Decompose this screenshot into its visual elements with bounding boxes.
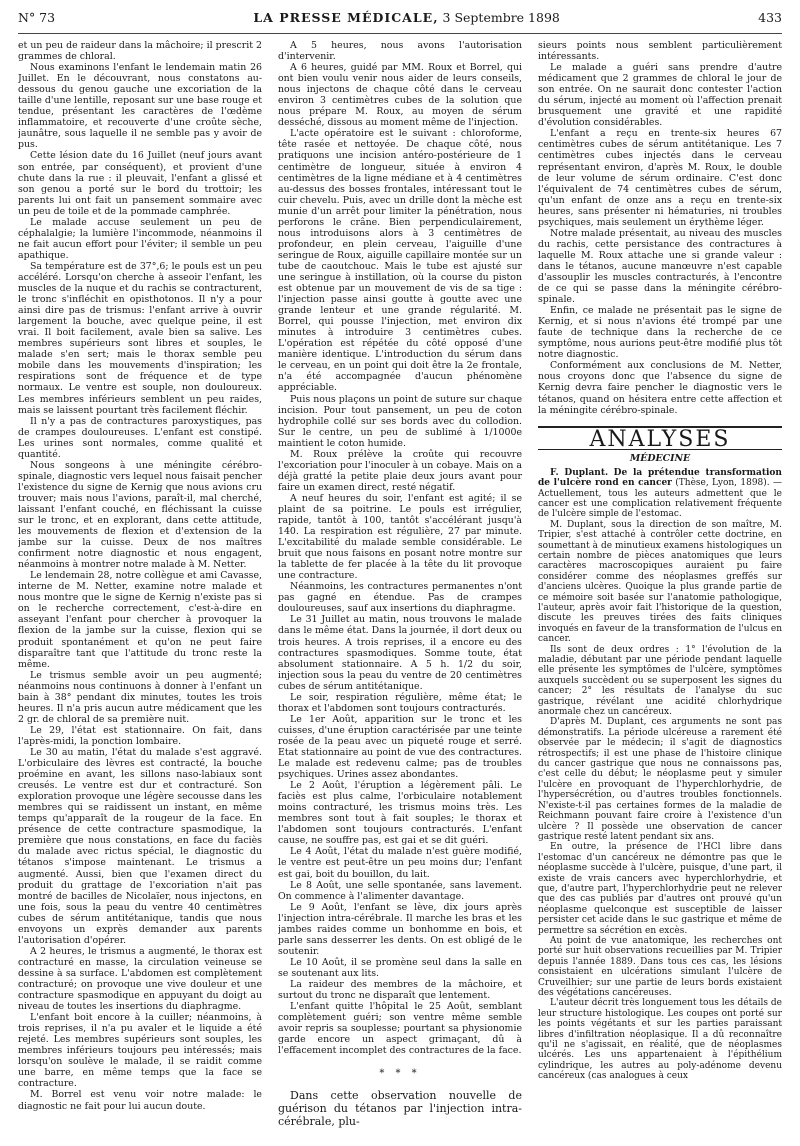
paragraph: Le malade a guéri sans prendre d'autre médicament que 2 grammes de chloral le jour de son entrée. On ne saurait donc contester l'action du sérum, injecté au moment où l'affection prenait brusquement une gravité et une rapidité d'évolution considérables. <box>538 62 782 129</box>
journal-name: LA PRESSE MÉDICALE, <box>253 10 439 25</box>
paragraph: Le 8 Août, une selle spontanée, sans lavement. On commence à l'alimenter davantage. <box>278 879 522 902</box>
paragraph: A 2 heures, le trismus a augmenté, le thorax est contracturé en masse, la circulation veineuse se dessine à sa surface. L'abdomen est complètement contracturé; on provoque une vive douleur et une contracture spasmodique en appuyant du doigt au niveau de toutes les insertions du diaphragme. <box>18 945 262 1013</box>
paragraph: Le 9 Août, l'enfant se lève, dix jours après l'injection intra-cérébrale. Il marche les bras et les jambes raides comme un bonhomme en bois, et parle sans desserrer les dents. On est obligé de le soutenir. <box>278 901 522 957</box>
paragraph: A 6 heures, guidé par MM. Roux et Borrel, qui ont bien voulu venir nous aider de leurs conseils, nous injectons de chaque côté dans le cerveau environ 3 centimètres cubes de la solution que nous prépare M. Roux, au moyen de sérum desséché, dissous au moment même de l'injection. <box>278 62 522 129</box>
paragraph: Au point de vue anatomique, les recherches ont porté sur huit observations recueillies par M. Tripier depuis l'année 1889. Dans tous ces cas, les lésions consistaient en ulcérations simulant l'ulcère de Cruveilhier; sur une partie de leurs bords existaient des végétations cancéreuses. <box>538 935 782 998</box>
paragraph: A 5 heures, nous avons l'autorisation d'intervenir. <box>278 40 522 63</box>
paragraph: Le 10 Août, il se promène seul dans la salle en se soutenant aux lits. <box>278 956 522 979</box>
paragraph: Enfin, ce malade ne présentait pas le signe de Kernig, et si nous n'avions été trompé par une faute de technique dans la recherche de ce symptôme, nous aurions peut-être modifié plus tôt notre diagnostic. <box>538 305 782 361</box>
paragraph: Le soir, respiration régulière, même état; le thorax et l'abdomen sont toujours contracturés. <box>278 691 522 714</box>
column-1 <box>18 40 262 1138</box>
paragraph: M. Borrel est venu voir notre malade: le diagnostic ne fait pour lui aucun doute. <box>18 1089 262 1112</box>
paragraph: Notre malade présentait, au niveau des muscles du rachis, cette persistance des contractures à laquelle M. Roux attache une si grande valeur : dans le tétanos, aucune manœuvre n'est capable d'assouplir les muscles contracturés, à l'encontre de ce qui se passe dans la méningite cérébro-spinale. <box>538 227 782 306</box>
paragraph: Il n'y a pas de contractures paroxystiques, pas de crampes douloureuses. L'enfant est constipé. Les urines sont normales, comme qualité et quantité. <box>18 415 262 460</box>
paragraph: Le lendemain 28, notre collègue et ami Cavasse, interne de M. Netter, examine notre malade et nous montre que le signe de Kernig n'existe pas si on le recherche correctement, c'est-à-dire en asseyant l'enfant pour chercher à provoquer la flexion de la jambe sur la cuisse, flexion qui se produit spontanément et qu'on ne peut faire disparaître tant que l'attitude du tronc reste la même. <box>18 570 262 670</box>
column-3-body <box>538 40 782 416</box>
column-2 <box>278 40 522 1138</box>
paragraph: Nous examinons l'enfant le lendemain matin 26 Juillet. En le découvrant, nous constatons au-dessous du genou gauche une excoriation de la taille d'une lentille, reposant sur une base rouge et tendue, présentant les caractères de l'œdème inflammatoire, et recouverte d'une croûte sèche, jaunâtre, sous laquelle il ne semble pas y avoir de pus. <box>18 62 262 151</box>
analysis-citation: (Thèse, Lyon, 1898). — <box>675 478 782 489</box>
text-columns <box>18 40 782 1138</box>
paragraph: L'acte opératoire est le suivant : chloroforme, tête rasée et nettoyée. De chaque côté, nous pratiquons une incision antéro-postérieure de 1 centimètre de longueur, située à environ 4 centimètres de la ligne médiane et à 4 centimètres au-dessus des bosses frontales, intéressant tout le cuir chevelu. Puis, avec un drille dont la mèche est munie d'un arrêt pour limiter la pénétration, nous perforons le crâne. Bien perpendiculairement, nous introduisons alors à 3 centimètres de profondeur, en plein cerveau, l'aiguille d'une seringue de Roux, aiguille capillaire montée sur un tube de caoutchouc. Mais le tube est ajusté sur une seringue à instillation, où la course du piston est obtenue par un mouvement de vis de sa tige : l'injection passe ainsi goutte à goutte avec une grande lenteur et une grande régularité. M. Borrel, qui pousse l'injection, met environ dix minutes à introduire 3 centimètres cubes. L'opération est répétée du côté opposé d'une manière identique. L'introduction du sérum dans le cerveau, en un point qui doit être la 2e frontale, n'a été accompagnée d'aucun phénomène appréciable. <box>278 128 522 394</box>
paragraph: Conformément aux conclusions de M. Netter, nous croyons donc que l'absence du signe de Kernig devra faire pencher le diagnostic vers le tétanos, quand on hésitera entre cette affection et la méningite cérébro-spinale. <box>538 360 782 416</box>
paragraph: L'auteur décrit très longuement tous les détails de leur structure histologique. Les coupes ont porté sur les points végétants et sur les parties paraissant libres d'infiltration néoplasique. Il a dû reconnaître qu'il ne s'agissait, en réalité, que de néoplasmes ulcérés. Les uns appartenaient à l'épithélium cylindrique, les autres au poly-adénome devenu cancéreux (cas analogues à ceux <box>538 998 782 1082</box>
analysis-paragraphs <box>538 520 782 1082</box>
analysis-intro <box>538 468 782 520</box>
paragraph: L'enfant boit encore à la cuiller; néanmoins, à trois reprises, il n'a pu avaler et le liquide a été rejeté. Les membres supérieurs sont souples, les membres inférieurs toujours peu intéressés; mais lorsqu'on soulève le malade, il se raidit comme une barre, en même temps que la face se contracture. <box>18 1012 262 1090</box>
paragraph: Le malade accuse seulement un peu de céphalalgie; la lumière l'incommode, néanmoins il ne fait aucun effort pour l'éviter; il semble un peu apathique. <box>18 216 262 261</box>
paragraph: En outre, la présence de l'HCl libre dans l'estomac d'un cancéreux ne démontre pas que le néoplasme succède à l'ulcère, puisque, d'une part, il existe de vrais cancers avec hyperchlorhydrie, et que, d'autre part, l'hyperchlorhydrie peut ne relever que des cas publiés par d'autres ont prouvé qu'un néoplasme quelconque est susceptible de laisser persister cet acide dans le suc gastrique et même de permettre sa sécrétion en excès. <box>538 842 782 936</box>
paragraph: L'enfant quitte l'hôpital le 25 Août, semblant complètement guéri; son ventre même semble avoir repris sa souplesse; pourtant sa physionomie garde encore un aspect grimaçant, dû à l'effacement incomplet des contractures de la face. <box>278 1001 522 1057</box>
page-number: 433 <box>758 10 782 25</box>
paragraph: et un peu de raideur dans la mâchoire; il prescrit 2 grammes de chloral. <box>18 40 262 63</box>
column-3 <box>538 40 782 1138</box>
paragraph: Le 31 Juillet au matin, nous trouvons le malade dans le même état. Dans la journée, il dort deux ou trois heures. A trois reprises, il a encore eu des contractures spasmodiques. Somme toute, état absolument stationnaire. A 5 h. 1/2 du soir, injection sous la peau du ventre de 20 centimètres cubes de sérum antitétanique. <box>278 614 522 692</box>
paragraph: A neuf heures du soir, l'enfant est agité; il se plaint de sa poitrine. Le pouls est irrégulier, rapide, tantôt à 100, tantôt s'accélérant jusqu'à 140. La respiration est régulière, 27 par minute. L'excitabilité du malade semble considérable. Le bruit que nous faisons en posant notre montre sur la tablette de fer placée à la tête du lit provoque une contracture. <box>278 492 522 582</box>
issue-date: 3 Septembre 1898 <box>442 10 560 25</box>
analyses-heading: ANALYSES <box>538 426 782 450</box>
issue-number: N° 73 <box>18 10 56 25</box>
analysis-article <box>538 468 782 1082</box>
paragraph: M. Duplant, sous la direction de son maître, M. Tripier, s'est attaché à contrôler cette doctrine, en soumettant à de minutieux examens histologiques un certain nombre de pièces anatomiques que leurs caractères macroscopiques auraient pu faire considérer comme des néoplasmes greffés sur d'anciens ulcères. Quoique la plus grande partie de ce mémoire soit basée sur l'anatomie pathologique, l'auteur, après avoir fait l'historique de la question, discute les preuves tirées des faits cliniques invoqués en faveur de la transformation de l'ulcus en cancer. <box>538 519 782 645</box>
paragraph: Puis nous plaçons un point de suture sur chaque incision. Pour tout pansement, un peu de coton hydrophile collé sur ses bords avec du collodion. Sur le centre, un peu de sublimé à 1/1000e maintient le coton humide. <box>278 393 522 449</box>
paragraph: Sa température est de 37°,6; le pouls est un peu accéléré. Lorsqu'on cherche à asseoir l'enfant, les muscles de la nuque et du rachis se contracturent, le tronc s'infléchit en opisthotonos. Il n'y a pour ainsi dire pas de trismus: l'enfant arrive à ouvrir largement la bouche, avec quelque peine, il est vrai. Il boit facilement, avale bien sa salive. Les membres supérieurs sont libres et souples, le malade s'en sert; mais le thorax semble peu mobile dans les mouvements d'inspiration; les respirations sont de fréquence et de type normaux. Le ventre est souple, non douloureux. Les membres inférieurs semblent un peu raides, mais se laissent pourtant très facilement fléchir. <box>18 260 262 416</box>
closing-paragraph: Dans cette observation nouvelle de guérison du tétanos par l'injection intra-cérébrale, plu- <box>278 1089 522 1129</box>
paragraph: sieurs points nous semblent particulièrement intéressants. <box>538 40 782 63</box>
paragraph: Le 30 au matin, l'état du malade s'est aggravé. L'orbiculaire des lèvres est contracté, la bouche proémine en avant, les sillons naso-labiaux sont creusés. Le ventre est dur et contracturé. Son exploration provoque une légère secousse dans les membres qui se raidissent un instant, en même temps qu'apparaît de la rougeur de la face. En présence de cette contracture spasmodique, la première que nous constations, en face du faciès du malade avec rictus spécial, le diagnostic du tétanos s'impose maintenant. Le trismus a augmenté. Aussi, bien que l'examen direct du produit du grattage de l'excoriation n'ait pas montré de bacilles de Nicolaïer, nous injectons, en une fois, sous la peau du ventre 40 centimètres cubes de sérum antitétanique, tandis que nous envoyons un exprès demander aux parents l'autorisation d'opérer. <box>18 747 262 946</box>
paragraph: Le 2 Août, l'éruption a légèrement pâli. Le faciès est plus calme, l'orbiculaire notablement moins contracturé, les trismus moins très. Les membres sont tout à fait souples; le thorax et l'abdomen sont toujours contracturés. L'enfant cause, ne souffre pas, est gai et se dit guéri. <box>278 780 522 847</box>
paragraph: Le 29, l'état est stationnaire. On fait, dans l'après-midi, la ponction lombaire. <box>18 724 262 747</box>
paragraph: La raideur des membres de la mâchoire, et surtout du tronc ne disparaît que lentement. <box>278 978 522 1002</box>
paragraph: L'enfant a reçu en trente-six heures 67 centimètres cubes de sérum antitétanique. Les 7 centimètres cubes injectés dans le cerveau représentant environ, d'après M. Roux, le double de leur volume de sérum ordinaire. C'est donc l'équivalent de 74 centimètres cubes de sérum, qu'un enfant de onze ans a reçu en trente-six heures, sans présenter ni hématuries, ni troubles psychiques, mais seulement un érythème léger. <box>538 128 782 228</box>
paragraph: Le 1er Août, apparition sur le tronc et les cuisses, d'une éruption caractérisée par une teinte rosée de la peau avec un piqueté rouge et serré. Etat stationnaire au point de vue des contractures. Le malade est redevenu calme; pas de troubles psychiques. Urines assez abondantes. <box>278 713 522 781</box>
analysis-author: F. Duplant. <box>550 467 609 478</box>
page-header <box>18 10 782 34</box>
analysis-title: De la prétendue transformation de l'ulcère rond en cancer <box>538 467 782 489</box>
paragraph: Le 4 Août, l'état du malade n'est guère modifié, le ventre est peut-être un peu moins dur; l'enfant est gai, boit du bouillon, du lait. <box>278 846 522 880</box>
paragraph: M. Roux prélève la croûte qui recouvre l'excoriation pour l'inoculer à un cobaye. Mais on a déjà gratté la petite plaie deux jours avant pour faire un examen direct, resté négatif. <box>278 448 522 493</box>
paragraph: D'après M. Duplant, ces arguments ne sont pas démonstratifs. La période ulcéreuse a rarement été observée par le médecin; il s'agit de diagnostics rétrospectifs; il est une phase de l'histoire clinique du cancer gastrique que nous ne connaissons pas, c'est celle du début; le néoplasme peut y simuler l'ulcère en provoquant de l'hyperchlorhydrie, de l'hypersécrétion, ou d'autres troubles fonctionnels. N'existe-t-il pas certaines formes de la maladie de Reichmann pouvant faire croire à l'existence d'un ulcère ? Il possède une observation de cancer gastrique resté latent pendant six ans. <box>538 717 782 842</box>
section-heading: MÉDECINE <box>629 452 691 464</box>
section-separator: * * * <box>379 1068 421 1080</box>
analysis-intro-text: Actuellement, tous les auteurs admettent que le cancer est une complication relativement fréquente de l'ulcère simple de l'estomac. <box>538 488 782 520</box>
paragraph: Le trismus semble avoir un peu augmenté; néanmoins nous continuons à donner à l'enfant un bain à 38° pendant dix minutes, toutes les trois heures. Il n'a pris aucun autre médicament que les 2 gr. de chloral de sa première nuit. <box>18 669 262 725</box>
paragraph: Ils sont de deux ordres : 1° l'évolution de la maladie, débutant par une période pendant laquelle elle présente les symptômes de l'ulcère, symptômes auxquels succèdent ou se superposent les signes du cancer; 2° les résultats de l'analyse du suc gastrique, révélant une acidité chlorhydrique anormale chez un cancéreux. <box>538 644 782 718</box>
paragraph: Cette lésion date du 16 Juillet (neuf jours avant son entrée, par conséquent), et provient d'une chute dans la rue : il pleuvait, l'enfant a glissé et son genou a porté sur le bord du trottoir; les parents lui ont fait un pansement sommaire avec un peu de toile et de la pommade camphrée. <box>18 150 262 217</box>
paragraph: Nous songeons à une méningite cérébro-spinale, diagnostic vers lequel nous faisait pencher l'existence du signe de Kernig que nous avions cru trouver; mais nous l'avions, paraît-il, mal cherché, laissant l'enfant couché, en fléchissant la cuisse sur le tronc, et en explorant, dans cette attitude, les mouvements de flexion et d'extension de la jambe sur la cuisse. Deux de nos maîtres confirment notre diagnostic et nous engagent, néanmoins à montrer notre malade à M. Netter. <box>18 459 262 571</box>
paragraph: Néanmoins, les contractures permanentes n'ont pas gagné en étendue. Pas de crampes douloureuses, sauf aux insertions du diaphragme. <box>278 581 522 615</box>
journal-title <box>253 10 560 25</box>
